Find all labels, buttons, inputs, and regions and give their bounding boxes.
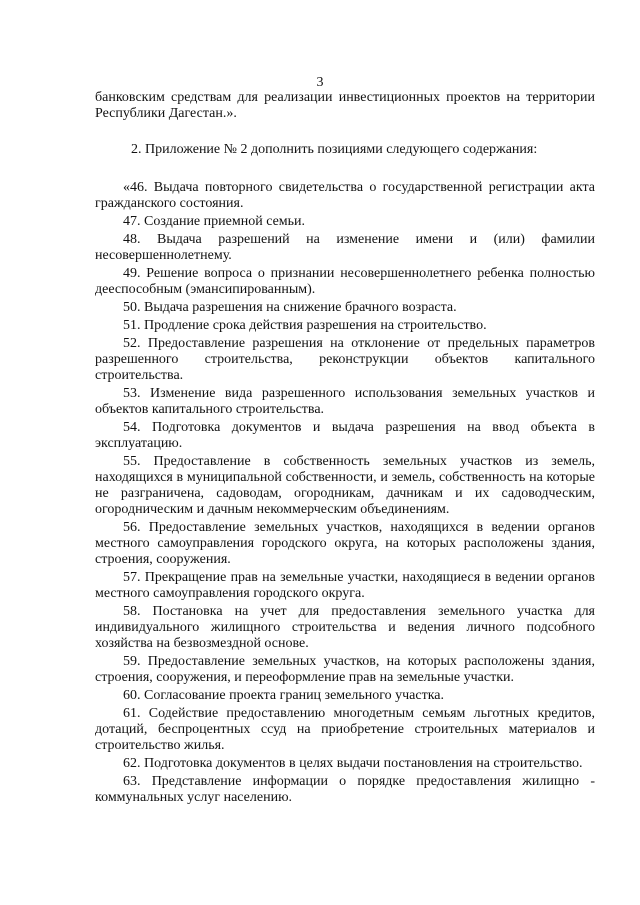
list-item: 60. Согласование проекта границ земельного участка. — [123, 688, 445, 703]
list-item: 61. Содействие предоставлению многодетным семьям льготных кредитов, дотаций, беспроцентных ссуд на приобретение строительных материалов и строительство жилья. — [95, 706, 595, 753]
page-number: 3 — [316, 75, 324, 90]
list-item: 50. Выдача разрешения на снижение брачного возраста. — [123, 300, 457, 315]
list-item: 59. Предоставление земельных участков, на которых расположены здания, строения, сооружения, и переоформление прав на земельные участки. — [95, 654, 595, 685]
amendment-paragraph: 2. Приложение № 2 дополнить позициями следующего содержания: — [131, 142, 538, 157]
list-item: 51. Продление срока действия разрешения на строительство. — [123, 318, 487, 333]
intro-paragraph: банковским средствам для реализации инвестиционных проектов на территории Республики Дагестан.». — [95, 90, 595, 121]
list-item: 55. Предоставление в собственность земельных участков из земель, находящихся в муниципальной собственности, и земель, собственность на которые не разграничена, садоводам, огородникам, дачникам и их садоводческим, огородническим и дачным некоммерческим объединениям. — [95, 454, 595, 517]
list-item: 49. Решение вопроса о признании несовершеннолетнего ребенка полностью дееспособным (эмансипированным). — [95, 266, 595, 297]
list-item: 63. Представление информации о порядке предоставления жилищно - коммунальных услуг населению. — [95, 774, 595, 805]
list-item: 47. Создание приемной семьи. — [123, 214, 306, 229]
list-item: 57. Прекращение прав на земельные участки, находящиеся в ведении органов местного самоуправления городского округа. — [95, 570, 595, 601]
list-item: 56. Предоставление земельных участков, находящихся в ведении органов местного самоуправления городского округа, на которых расположены здания, строения, сооружения. — [95, 520, 595, 567]
list-item: 53. Изменение вида разрешенного использования земельных участков и объектов капитального строительства. — [95, 386, 595, 417]
list-item: 52. Предоставление разрешения на отклонение от предельных параметров разрешенного строительства, реконструкции объектов капитального строительства. — [95, 336, 595, 383]
list-item: 58. Постановка на учет для предоставления земельного участка для индивидуального жилищного строительства и ведения личного подсобного хозяйства на безвозмездной основе. — [95, 604, 595, 651]
document-body — [95, 90, 595, 808]
list-item: 62. Подготовка документов в целях выдачи постановления на строительство. — [123, 756, 583, 771]
list-item: «46. Выдача повторного свидетельства о государственной регистрации акта гражданского состояния. — [95, 180, 595, 211]
list-item: 54. Подготовка документов и выдача разрешения на ввод объекта в эксплуатацию. — [95, 420, 595, 451]
list-item: 48. Выдача разрешений на изменение имени и (или) фамилии несовершеннолетнему. — [95, 232, 595, 263]
